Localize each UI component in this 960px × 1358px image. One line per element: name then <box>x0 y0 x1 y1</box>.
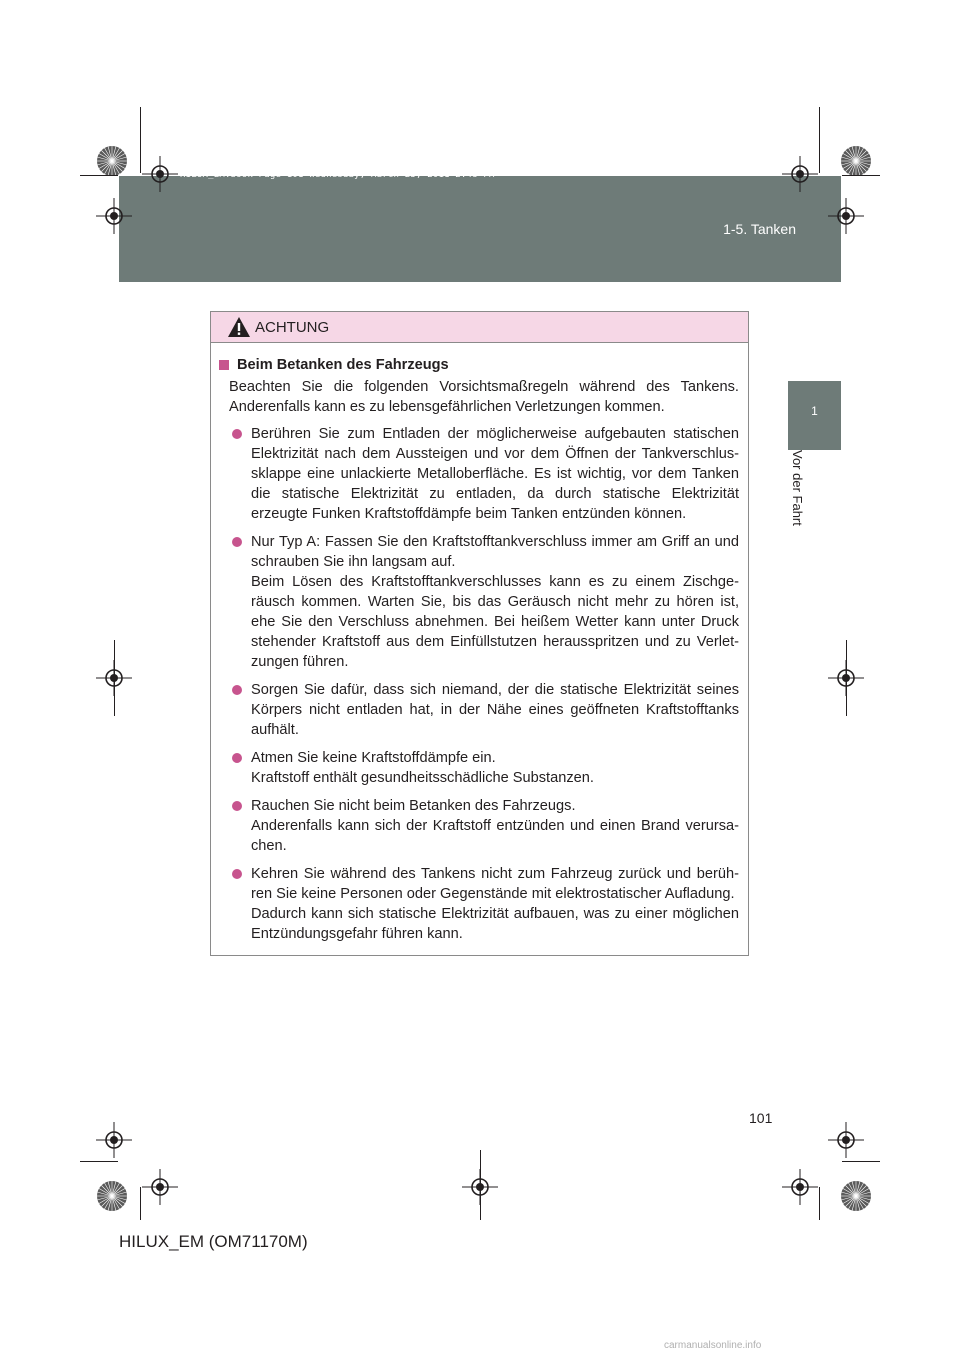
star-target-icon <box>96 145 128 177</box>
trim-line <box>819 107 820 173</box>
warning-topic-text: Beim Betanken des Fahrzeugs <box>237 357 449 373</box>
round-bullet-icon <box>232 753 242 763</box>
warning-item-text: Nur Typ A: Fassen Sie den Kraftstofftankverschluss immer am Griff an und schrauben Sie ihn langsam auf. <box>251 534 739 570</box>
registration-mark-icon <box>96 198 132 234</box>
round-bullet-icon <box>232 869 242 879</box>
trim-line <box>819 1187 820 1220</box>
book-stamp: HILUX_EM.book Page 101 Wednesday, March 23, 2011 2:48 PM <box>180 170 495 180</box>
trim-line <box>480 1150 481 1220</box>
chapter-number: 1 <box>811 404 818 418</box>
warning-header <box>211 312 748 343</box>
warning-item-text: Kehren Sie während des Tankens nicht zum Fahrzeug zurück und berühren Sie keine Personen oder Gegenstände mit elektrostatischer Aufladung. <box>251 866 739 902</box>
registration-mark-icon <box>828 1122 864 1158</box>
warning-topic <box>219 355 739 375</box>
registration-mark-icon <box>828 198 864 234</box>
square-bullet-icon <box>219 360 229 370</box>
warning-item <box>229 532 739 672</box>
warning-item-text: Berühren Sie zum Entladen der möglicherweise aufgebauten statischen Elektrizität nach dem Aussteigen und vor dem Öffnen der Tankverschlussklappe eine unlackierte Metalloberfläche. Es ist wichtig, vor dem Tanken die statische Elektrizität zu entladen, da durch statische Elektrizität erzeugte Funken Kraftstoffdämpfe beim Tanken entzünden können. <box>251 426 739 522</box>
warning-item-text: Kraftstoff enthält gesundheitsschädliche Substanzen. <box>251 770 594 786</box>
trim-line <box>140 107 141 173</box>
trim-line <box>114 640 115 716</box>
star-target-icon <box>96 1180 128 1212</box>
trim-line <box>846 640 847 716</box>
trim-line <box>80 175 118 176</box>
trim-line <box>842 1161 880 1162</box>
page-number: 101 <box>749 1110 773 1126</box>
warning-title: ACHTUNG <box>255 319 330 336</box>
warning-items <box>219 424 739 944</box>
warning-body <box>211 343 748 944</box>
round-bullet-icon <box>232 537 242 547</box>
warning-triangle-icon <box>227 316 251 338</box>
chapter-label: Vor der Fahrt <box>790 450 805 526</box>
warning-item <box>229 796 739 856</box>
trim-line <box>80 1161 118 1162</box>
warning-item-text: Sorgen Sie dafür, dass sich niemand, der die statische Elektrizität seines Körpers nicht entladen hat, in der Nähe eines geöffneten Kraftstofftanks aufhält. <box>251 682 739 738</box>
watermark: carmanualsonline.info <box>664 1340 762 1351</box>
warning-item-text: Beim Lösen des Kraftstofftankverschlusses kann es zu einem Zischgeräusch kommen. Warten Sie, bis das Geräusch nicht mehr zu hören ist, ehe Sie den Verschluss abnehmen. Bei heißem Wetter kann unter Druck stehender Kraftstoff aus dem Einfüllstutzen herausspritzen und zu Verletzungen führen. <box>251 574 739 670</box>
warning-item <box>229 864 739 944</box>
registration-mark-icon <box>96 1122 132 1158</box>
warning-box <box>210 311 749 956</box>
warning-item-text: Dadurch kann sich statische Elektrizität aufbauen, was zu einer möglichen Entzündungsgefahr führen kann. <box>251 906 739 942</box>
warning-item <box>229 424 739 524</box>
trim-line <box>140 1187 141 1220</box>
star-target-icon <box>840 1180 872 1212</box>
star-target-icon <box>840 145 872 177</box>
round-bullet-icon <box>232 429 242 439</box>
warning-item <box>229 748 739 788</box>
trim-line <box>842 175 880 176</box>
registration-mark-icon <box>782 156 818 192</box>
section-title: 1-5. Tanken <box>723 221 796 237</box>
warning-intro: Beachten Sie die folgenden Vorsichtsmaßregeln während des Tankens. Anderenfalls kann es zu lebensgefährlichen Verletzungen kommen. <box>229 379 739 415</box>
manual-code: HILUX_EM (OM71170M) <box>119 1232 308 1251</box>
warning-item-text: Rauchen Sie nicht beim Betanken des Fahrzeugs. <box>251 798 576 814</box>
round-bullet-icon <box>232 801 242 811</box>
registration-mark-icon <box>782 1169 818 1205</box>
round-bullet-icon <box>232 685 242 695</box>
warning-item <box>229 680 739 740</box>
warning-item-text: Anderenfalls kann sich der Kraftstoff entzünden und einen Brand verursachen. <box>251 818 739 854</box>
warning-item-text: Atmen Sie keine Kraftstoffdämpfe ein. <box>251 750 496 766</box>
registration-mark-icon <box>142 156 178 192</box>
registration-mark-icon <box>142 1169 178 1205</box>
